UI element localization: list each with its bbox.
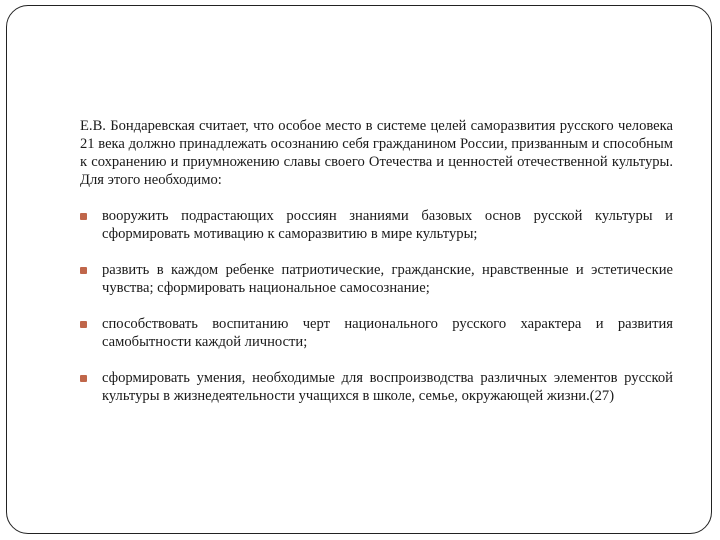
bullet-list xyxy=(80,207,673,405)
square-bullet-icon xyxy=(80,375,87,382)
bullet-text: способствовать воспитанию черт национального русского характера и развития самобытности каждой личности; xyxy=(102,316,673,350)
list-item xyxy=(80,315,673,351)
list-item xyxy=(80,261,673,297)
bullet-text: развить в каждом ребенке патриотические, гражданские, нравственные и эстетические чувства; сформировать национальное самосознание; xyxy=(102,262,673,296)
slide-content xyxy=(80,117,673,423)
square-bullet-icon xyxy=(80,213,87,220)
bullet-text: вооружить подрастающих россиян знаниями базовых основ русской культуры и сформировать мотивацию к саморазвитию в мире культуры; xyxy=(102,208,673,242)
bullet-text: сформировать умения, необходимые для воспроизводства различных элементов русской культуры в жизнедеятельности учащихся в школе, семье, окружающей жизни.(27) xyxy=(102,370,673,404)
intro-paragraph: Е.В. Бондаревская считает, что особое место в системе целей саморазвития русского человека 21 века должно принадлежать осознанию себя гражданином России, призванным и способным к сохранению и приумножению славы своего Отечества и ценностей отечественной культуры. Для этого необходимо: xyxy=(80,118,673,188)
square-bullet-icon xyxy=(80,321,87,328)
square-bullet-icon xyxy=(80,267,87,274)
list-item xyxy=(80,207,673,243)
list-item xyxy=(80,369,673,405)
